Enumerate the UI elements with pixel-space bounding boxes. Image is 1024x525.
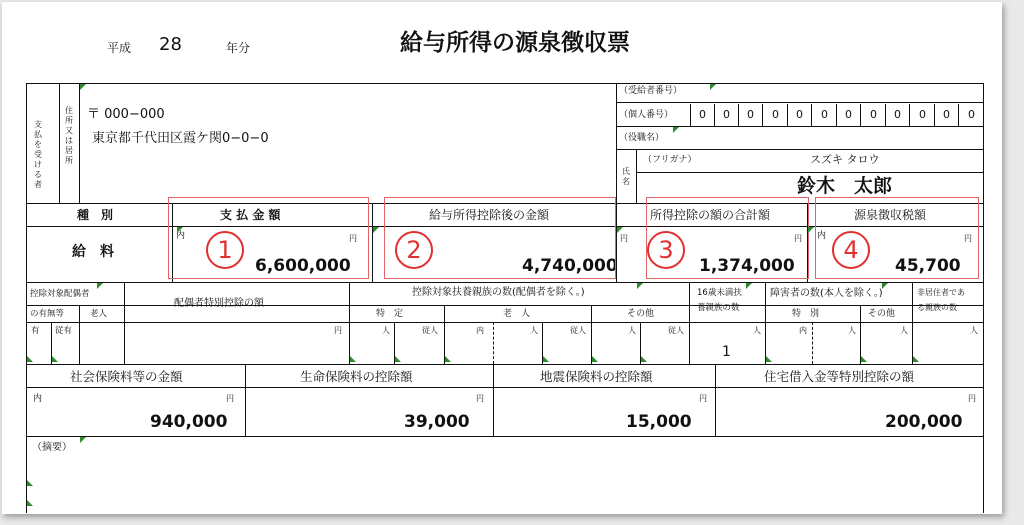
social-insurance-label: 社会保険料等の金額 bbox=[70, 369, 183, 384]
person-unit: 人 bbox=[970, 326, 978, 335]
earthquake-insurance-amount: 15,000 bbox=[626, 412, 692, 432]
housing-loan-amount: 200,000 bbox=[885, 412, 963, 432]
specific-label: 特 定 bbox=[376, 309, 404, 319]
marker-1: 1 bbox=[206, 231, 244, 269]
cell-marker bbox=[746, 283, 752, 289]
deduction-total-amount: 1,374,000 bbox=[699, 256, 795, 276]
inner-unit: 内 bbox=[799, 326, 807, 335]
yen-unit: 円 bbox=[226, 394, 234, 403]
cell-marker bbox=[861, 356, 867, 362]
number-digit: 0 bbox=[723, 108, 730, 121]
number-digit: 0 bbox=[699, 108, 706, 121]
recipient-label: 支払を受ける者 bbox=[34, 120, 42, 189]
yen-unit: 円 bbox=[794, 234, 802, 243]
old-label: 老 人 bbox=[503, 309, 531, 319]
cell-marker bbox=[766, 356, 772, 362]
life-insurance-amount: 39,000 bbox=[404, 412, 470, 432]
withholding-label: 源泉徴収税額 bbox=[854, 208, 927, 222]
era-label: 平成 bbox=[107, 41, 132, 55]
name-label: 氏名 bbox=[622, 167, 630, 186]
housing-loan-label: 住宅借入金等特別控除の額 bbox=[764, 369, 915, 384]
individual-number-label: （個人番号） bbox=[619, 110, 674, 120]
after-deduction-amount: 4,740,000 bbox=[522, 256, 618, 276]
yen-unit: 円 bbox=[349, 234, 357, 243]
special-label: 特 別 bbox=[792, 309, 820, 319]
number-digit: 0 bbox=[943, 108, 950, 121]
cell-marker bbox=[617, 227, 623, 233]
cell-marker bbox=[808, 227, 814, 233]
highlight-box-payment bbox=[168, 197, 369, 279]
number-digit: 0 bbox=[772, 108, 779, 121]
earthquake-insurance-label: 地震保険料の控除額 bbox=[540, 369, 653, 384]
number-digit: 0 bbox=[870, 108, 877, 121]
form-title: 給与所得の源泉徴収票 bbox=[400, 30, 630, 56]
nonresident-label-2: る親族の数 bbox=[917, 303, 957, 312]
cell-marker bbox=[395, 356, 401, 362]
cell-marker bbox=[80, 437, 86, 443]
cell-marker bbox=[97, 283, 103, 289]
person-unit: 人 bbox=[848, 326, 856, 335]
cell-marker bbox=[913, 356, 919, 362]
number-digit: 0 bbox=[796, 108, 803, 121]
number-digit: 0 bbox=[845, 108, 852, 121]
yen-unit: 円 bbox=[334, 326, 342, 335]
person-unit: 人 bbox=[628, 326, 636, 335]
after-deduction-label: 給与所得控除後の金額 bbox=[429, 208, 550, 222]
social-insurance-amount: 940,000 bbox=[150, 412, 228, 432]
dependent-person-unit: 従人 bbox=[668, 326, 684, 335]
yen-unit: 円 bbox=[699, 394, 707, 403]
yen-unit: 円 bbox=[964, 234, 972, 243]
recipient-number-label: （受給者番号） bbox=[619, 86, 683, 96]
cell-marker bbox=[673, 127, 679, 133]
person-unit: 人 bbox=[900, 326, 908, 335]
dependent-label: 従有 bbox=[55, 326, 73, 336]
other-label: その他 bbox=[627, 309, 655, 319]
number-digit: 0 bbox=[747, 108, 754, 121]
under16-value: 1 bbox=[722, 344, 731, 360]
person-unit: 人 bbox=[530, 326, 538, 335]
cell-marker bbox=[350, 356, 356, 362]
cell-marker bbox=[373, 227, 379, 233]
cell-marker bbox=[445, 356, 451, 362]
spouse-label-2: の有無等 bbox=[30, 309, 65, 319]
withholding-slip bbox=[2, 2, 1002, 514]
spouse-elderly-label: 老人 bbox=[90, 309, 108, 319]
payment-label: 支 払 金 額 bbox=[220, 208, 281, 222]
number-digit: 0 bbox=[919, 108, 926, 121]
withholding-inner-label: 内 bbox=[817, 231, 827, 241]
spouse-special-label: 配偶者特別控除の額 bbox=[174, 298, 264, 309]
disabled-label: 障害者の数(本人を除く。) bbox=[770, 288, 883, 299]
year-suffix: 年分 bbox=[226, 41, 251, 55]
disabled-other-label: その他 bbox=[868, 309, 896, 319]
cell-marker bbox=[637, 283, 643, 289]
furigana-label: （フリガナ） bbox=[643, 155, 697, 165]
marker-3: 3 bbox=[647, 231, 685, 269]
cell-marker bbox=[52, 356, 58, 362]
cell-marker bbox=[80, 84, 86, 90]
cell-marker bbox=[27, 480, 33, 486]
cell-marker bbox=[882, 283, 888, 289]
withholding-amount: 45,700 bbox=[895, 256, 961, 276]
position-label: （役職名） bbox=[619, 133, 665, 143]
spouse-label: 控除対象配偶者 bbox=[30, 289, 90, 299]
yen-unit: 円 bbox=[968, 394, 976, 403]
dependent-person-unit: 従人 bbox=[570, 326, 586, 335]
cell-marker bbox=[592, 356, 598, 362]
cell-marker bbox=[27, 500, 33, 506]
dependent-person-unit: 従人 bbox=[422, 326, 438, 335]
deduction-total-label: 所得控除の額の合計額 bbox=[650, 208, 771, 222]
inner-unit: 内 bbox=[476, 326, 484, 335]
marker-4: 4 bbox=[832, 231, 870, 269]
address-label: 住所又は居所 bbox=[65, 106, 73, 165]
furigana-value: スズキ タロウ bbox=[810, 153, 880, 166]
nonresident-label: 非居住者であ bbox=[917, 288, 965, 297]
yen-unit: 円 bbox=[476, 394, 484, 403]
social-inner-label: 内 bbox=[33, 394, 43, 404]
marker-2: 2 bbox=[395, 231, 433, 269]
payment-inner-label: 内 bbox=[176, 231, 186, 241]
cell-marker bbox=[710, 84, 716, 90]
individual-number-boxes bbox=[690, 104, 983, 126]
type-value: 給 料 bbox=[72, 244, 114, 260]
cell-marker bbox=[177, 227, 183, 233]
cell-marker bbox=[641, 356, 647, 362]
cell-marker bbox=[27, 356, 33, 362]
number-digit: 0 bbox=[894, 108, 901, 121]
number-digit: 0 bbox=[821, 108, 828, 121]
cell-marker bbox=[543, 356, 549, 362]
type-label: 種 別 bbox=[77, 208, 114, 222]
life-insurance-label: 生命保険料の控除額 bbox=[300, 369, 413, 384]
has-label: 有 bbox=[31, 326, 40, 336]
under16-label-2: 養親族の数 bbox=[697, 303, 740, 313]
address-value: 東京都千代田区霞ケ関0−0−0 bbox=[92, 131, 269, 146]
postal-code: 〒 000−000 bbox=[87, 107, 165, 122]
yen-unit: 円 bbox=[620, 234, 628, 243]
remarks-label: （摘要） bbox=[32, 442, 72, 453]
dependents-count-label: 控除対象扶養親族の数(配偶者を除く。) bbox=[412, 287, 585, 298]
under16-label: 16歳未満扶 bbox=[697, 288, 742, 298]
number-digit: 0 bbox=[968, 108, 975, 121]
year-value: 28 bbox=[159, 34, 182, 55]
person-unit: 人 bbox=[753, 326, 761, 335]
person-unit: 人 bbox=[382, 326, 390, 335]
payment-amount: 6,600,000 bbox=[255, 256, 351, 276]
name-value: 鈴木 太郎 bbox=[797, 175, 893, 197]
